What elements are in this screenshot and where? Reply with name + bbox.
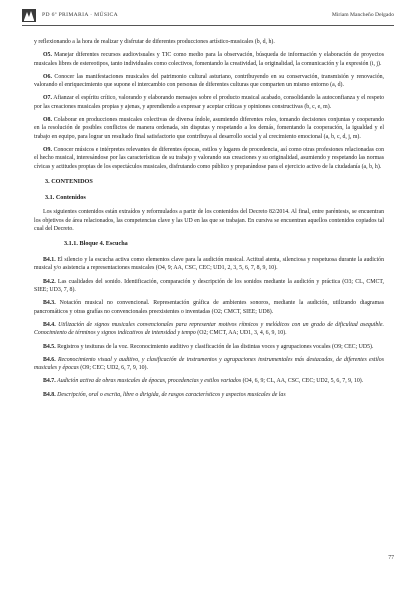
content-code: B4.3.: [43, 300, 56, 307]
content-b4-4: [34, 321, 384, 338]
content-code: B4.8.: [43, 391, 56, 398]
block-heading: 3.1.1. Bloque 4. Escucha: [64, 240, 128, 248]
school-logo-icon: [22, 9, 36, 22]
content-references: (O2; CMCT, AA; UD1, 3, 4, 6, 9, 10).: [195, 330, 287, 337]
objective-o5: [34, 51, 384, 68]
document-title: PD 6º PRIMARIA · MÚSICA: [42, 12, 118, 18]
page-header: [22, 8, 394, 22]
page-body: [34, 38, 384, 404]
objective-o7: [34, 94, 384, 111]
objective-text: Afianzar el espíritu crítico, valorando y elaborando mensajes sobre el producto musical acabado, consolidando la autoconfianza y el respeto por las creaciones musicales propias y ajenas, y aprendiendo a expresar y aceptar críticas y opiniones constructivas (b, c, e, m).: [34, 95, 384, 110]
content-b4-7: [34, 377, 384, 385]
objective-text: Colaborar en producciones musicales colectivas de diversa índole, asumiendo diferentes roles, tomando decisiones conjuntas y cooperando en la resolución de posibles conflictos de manera ordenada, sin disputas y respetando a los demás, fomentando la cooperación, la igualdad y el trabajo en equipo, para lograr un resultado final satisfactorio que contribuya al desarrollo social y al crecimiento emocional (a, b, c, d, j, m).: [34, 117, 384, 140]
subsection-heading: 3.1. Contenidos: [45, 193, 86, 201]
content-text: Las cualidades del sonido. Identificación, comparación y descripción de los sonidos mediante la audición y práctica (O3; CL, CMCT, SIEE; UD3, 7, 8).: [34, 278, 384, 294]
content-code: B4.6.: [43, 356, 56, 363]
objective-text: Conocer músicos e intérpretes relevantes de diferentes épocas, estilos y lugares de procedencia, así como otras profesiones relacionadas con el hecho musical, interesándose por las características de su trabajo y valorando sus creaciones y su originalidad, asumiendo y respetando las normas cívicas y actitudes propias de los espectáculos musicales, disfrutando como público y preparándose para el ejercicio activo de la ciudadanía (a, b, h).: [34, 146, 385, 170]
content-b4-5: [34, 343, 384, 351]
content-text-italic: Audición activa de obras musicales de épocas, procedencias y estilos variados: [57, 378, 242, 385]
content-references: (O4, 6, 9; CL, AA, CSC, CEC; UD2, 5, 6, 7, 9, 10).: [241, 378, 364, 385]
objective-o9: [34, 146, 384, 171]
continued-paragraph: y reflexionando a la hora de realizar y disfrutar de diferentes producciones artístico-musicales (b, d, h).: [34, 39, 275, 45]
content-code: B4.2.: [43, 278, 56, 285]
objective-o8: [34, 116, 384, 141]
contents-intro-paragraph: Los siguientes contenidos están extraídos y reformulados a partir de los contenidos del Decreto 82/2014. Al final, entre paréntesis, se encuentran los objetivos de área relacionados, las competencias clave y las UD en las que se trabajan. En cursiva se encuentran aquellos contenidos copiados tal cual del Decreto.: [34, 209, 384, 233]
content-code: B4.4.: [43, 321, 56, 328]
header-divider: [22, 25, 394, 26]
content-code: B4.7.: [43, 378, 56, 385]
content-text: Registros y tesituras de la voz. Reconocimiento auditivo y clasificación de las distintas voces y agrupaciones vocales (O9; CEC; UD5).: [57, 343, 374, 350]
content-b4-2: [34, 278, 384, 295]
objective-o6: [34, 73, 384, 90]
content-b4-6: [34, 356, 384, 373]
content-b4-8: [34, 391, 384, 399]
content-b4-1: [34, 256, 384, 273]
author-name: Miriam Mancheño Delgado: [331, 12, 394, 18]
content-text-italic: Descripción, oral o escrita, libre o dirigida, de rasgos característicos y aspectos musicales de las: [57, 391, 286, 398]
content-references: (O9; CEC; UD2, 6, 7, 9, 10).: [78, 365, 148, 372]
content-text: El silencio y la escucha activa como elementos clave para la audición musical. Actitud atenta, silenciosa y respetuosa durante la audición musical y/o asistencia a representaciones musicales (O4, 9; AA, CSC, CEC; UD1, 2, 3, 5, 6, 7, 8, 9, 10).: [34, 257, 384, 272]
objective-code: O8.: [43, 117, 52, 124]
content-code: B4.1.: [43, 257, 56, 264]
objective-text: Conocer las manifestaciones musicales del patrimonio cultural asturiano, contribuyendo en su conservación, transmisión y renovación, valorando el enriquecimiento que supone el intercambio con personas de diferentes culturas que comparten un mismo entorno (a, d).: [34, 73, 384, 89]
content-text: Notación musical no convencional. Representación gráfica de ambientes sonoros, mediante la audición, utilizando diagramas pancromáticos y otras grafías no convencionales preexistentes o inventadas (O2; CMCT, SIEE; UD8).: [34, 300, 384, 315]
objective-code: O5.: [43, 52, 52, 59]
content-text-italic: Reconocimiento visual y auditivo, y clasificación de instrumentos y agrupaciones instrumentales más destacadas, de diferentes estilos musicales y épocas: [34, 356, 384, 372]
objective-code: O6.: [43, 73, 52, 80]
objective-text: Manejar diferentes recursos audiovisuales y TIC como medio para la observación, búsqueda de información y elaboración de proyectos musicales libres de estereotipos, tanto individuales como colectivos, fomentando la creatividad, la originalidad, la comunicación y la expresión (i, j).: [34, 52, 384, 67]
page-number: 77: [388, 555, 394, 561]
section-heading: 3. CONTENIDOS: [45, 177, 93, 185]
content-b4-3: [34, 299, 384, 316]
objective-code: O9.: [43, 146, 52, 153]
content-code: B4.5.: [43, 343, 56, 350]
content-text-italic: Utilización de signos musicales convencionales para representar motivos rítmicos y melódicos con un grado de dificultad asequible. Conocimiento de términos y signos indicativos de intensidad y tempo: [34, 321, 384, 337]
objective-code: O7.: [43, 95, 52, 102]
